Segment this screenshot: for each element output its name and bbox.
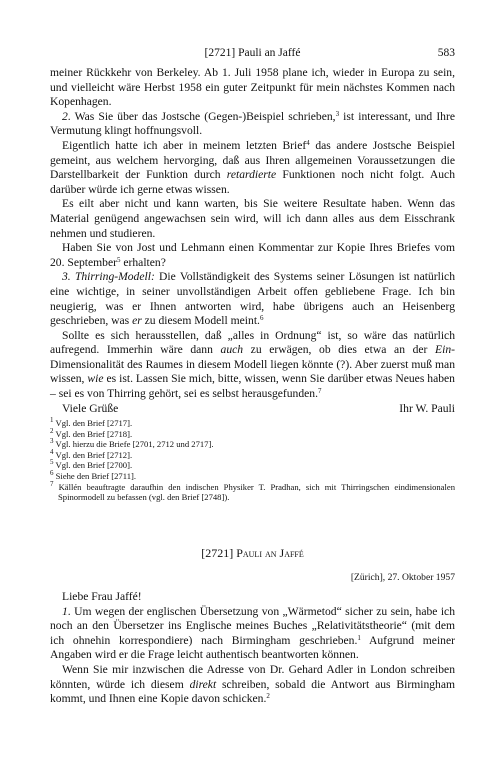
- footnote: [50, 468, 455, 482]
- paragraph-text: zu diesem Modell meint.: [141, 314, 260, 328]
- closing: Viele Grüße: [62, 401, 119, 415]
- signature: Ihr W. Pauli: [399, 401, 455, 415]
- footnote-ref: 3: [335, 109, 340, 118]
- footnote-number: 6: [50, 468, 54, 477]
- paragraph-text: erhalten?: [120, 255, 166, 269]
- letter-title: [50, 546, 455, 561]
- paragraph-text: ist interessant, und Ihre Vermutung klingt hoffnungsvoll.: [50, 109, 455, 138]
- footnote: [50, 426, 455, 440]
- emphasis: er: [132, 314, 142, 328]
- section-heading: 3. Thirring-Modell:: [62, 270, 155, 284]
- closing-line: [50, 402, 455, 417]
- letter-continuation: [50, 66, 455, 416]
- paragraph: [50, 110, 455, 139]
- paragraph-text: Es eilt aber nicht und kann warten, bis Sie weitere Resultate haben. Wenn das Material genügend angewachsen sein wird, will ich dann alles aus dem Eisschrank nehmen und studieren.: [50, 197, 455, 240]
- footnote-ref: 4: [306, 138, 310, 147]
- footnote-number: 5: [50, 458, 54, 467]
- letter-body: [50, 590, 455, 707]
- footnote: [50, 439, 455, 450]
- footnote: [50, 460, 455, 471]
- footnote-ref: 5: [116, 255, 121, 264]
- paragraph-text: das andere Jostsche Beispiel gemeint, aus welchem hervorging, daß aus Ihren allgemeinen Voraussetzungen die Darstellbarkeit der Funktion durch: [50, 138, 455, 182]
- paragraph: [50, 663, 455, 707]
- paragraph-text: . Um wegen der englischen Übersetzung von „Wärmetod“ sicher zu sein, habe ich noch an den Übersetzer ins Englische meines Buches „Relativitätstheorie“ (mit dem ich ohnehin korrespondiere) nach Birmingham geschrieben.: [50, 604, 455, 647]
- footnote-ref: 1: [357, 633, 361, 642]
- footnote-ref: 7: [318, 387, 322, 396]
- section-number: 2: [62, 109, 68, 123]
- emphasis: auch: [220, 343, 244, 357]
- paragraph: [50, 241, 455, 270]
- footnote-text: Siehe den Brief [2711].: [55, 470, 137, 481]
- footnote-text: Källén beauftragte daraufhin den indischen Physiker T. Pradhan, sich mit Thirringschen eindimensionalen Spinormodell zu befassen (vgl. den Brief [2748]).: [58, 481, 455, 503]
- section-number: 1: [62, 604, 68, 618]
- running-title: [2721] Pauli an Jaffé: [204, 47, 301, 59]
- footnote-text: Vgl. den Brief [2717].: [55, 418, 133, 428]
- footnote-text: Vgl. hierzu die Briefe [2701, 2712 und 2717].: [55, 439, 214, 450]
- footnote-number: 3: [50, 437, 54, 446]
- paragraph: [50, 139, 455, 197]
- paragraph-text: es ist. Lassen Sie mich, bitte, wissen, wenn Sie darüber etwas Neues haben – sei es von Thirring gehört, sei es selbst herausgefunden.: [50, 372, 455, 401]
- page-number: 583: [437, 47, 455, 59]
- paragraph-text: schreiben, sobald die Antwort aus Birmingham kommt, und Ihnen eine Kopie davon schicken.: [50, 677, 455, 706]
- paragraph: [50, 66, 455, 110]
- letter-number: [2721]: [201, 546, 234, 560]
- footnote-text: Vgl. den Brief [2718].: [55, 428, 133, 439]
- paragraph-text: . Was Sie über das Jostsche (Gegen-)Beispiel schrieben,: [67, 109, 336, 123]
- dateline: [Zürich], 27. Oktober 1957: [350, 572, 455, 583]
- paragraph-text: zu erwägen, ob dies etwa an der: [243, 343, 436, 357]
- emphasis: retardierte: [226, 168, 277, 182]
- footnote-number: 2: [50, 426, 54, 435]
- footnote: [50, 418, 455, 429]
- paragraph: [50, 270, 455, 328]
- footnote-ref: 2: [266, 692, 270, 701]
- paragraph-text: meiner Rückkehr von Berkeley. Ab 1. Juli 1958 plane ich, wieder in Europa zu sein, und vielleicht wäre Herbst 1958 ein guter Zeitpunkt für mein nächstes Kommen nach Kopenhagen.: [50, 66, 455, 109]
- footnote-number: 4: [50, 447, 54, 456]
- footnote-text: Vgl. den Brief [2700].: [55, 460, 133, 471]
- letter-heading: Pauli an Jaffé: [236, 546, 304, 560]
- footnote-text: Vgl. den Brief [2712].: [55, 449, 133, 460]
- paragraph: [50, 197, 455, 241]
- emphasis: direkt: [189, 677, 217, 691]
- paragraph-text: Aufgrund meiner Angaben wird er die Frage leicht authentisch beantworten können.: [50, 633, 455, 662]
- paragraph-text: Wenn Sie mir inzwischen die Adresse von Dr. Gehard Adler in London schreiben könnten, würde ich diesem: [50, 662, 455, 691]
- footnotes: [50, 418, 455, 503]
- paragraph-text: Funktionen noch nicht folgt. Auch darüber würde ich gerne etwas wissen.: [50, 168, 456, 196]
- salutation: Liebe Frau Jaffé!: [62, 590, 142, 603]
- footnote-number: 7: [50, 479, 54, 488]
- paragraph-text: Haben Sie von Jost und Lehmann einen Kommentar zur Kopie Ihres Briefes vom 20. September: [50, 241, 455, 269]
- paragraph-text: Eigentlich hatte ich aber in meinem letzten Brief: [62, 138, 307, 152]
- paragraph: [50, 605, 455, 663]
- footnote: [50, 479, 455, 503]
- footnote-number: 1: [50, 416, 54, 424]
- paragraph: [50, 329, 455, 402]
- paragraph-text: Die Vollständigkeit des Systems seiner Lösungen ist natürlich eine wichtige, in seiner unvollständigen Arbeit offen gebliebene Frage. Ich bin neugierig, was er Ihnen antworten wird, habe übrigens auch an Heisenberg geschrieben, was: [50, 270, 455, 328]
- footnote: [50, 447, 455, 461]
- footnote-ref: 6: [259, 314, 264, 323]
- paragraph-text: Dimensionalität des Raumes in diesem Modell liegen könnte (?). Aber zuerst muß man wissen,: [50, 357, 455, 386]
- paragraph-text: Sollte es sich herausstellen, daß „alles in Ordnung“ ist, so wäre das natürlich aufregend. Immerhin wäre dann: [50, 328, 455, 357]
- emphasis: Ein-: [435, 343, 455, 357]
- emphasis: wie: [87, 372, 104, 386]
